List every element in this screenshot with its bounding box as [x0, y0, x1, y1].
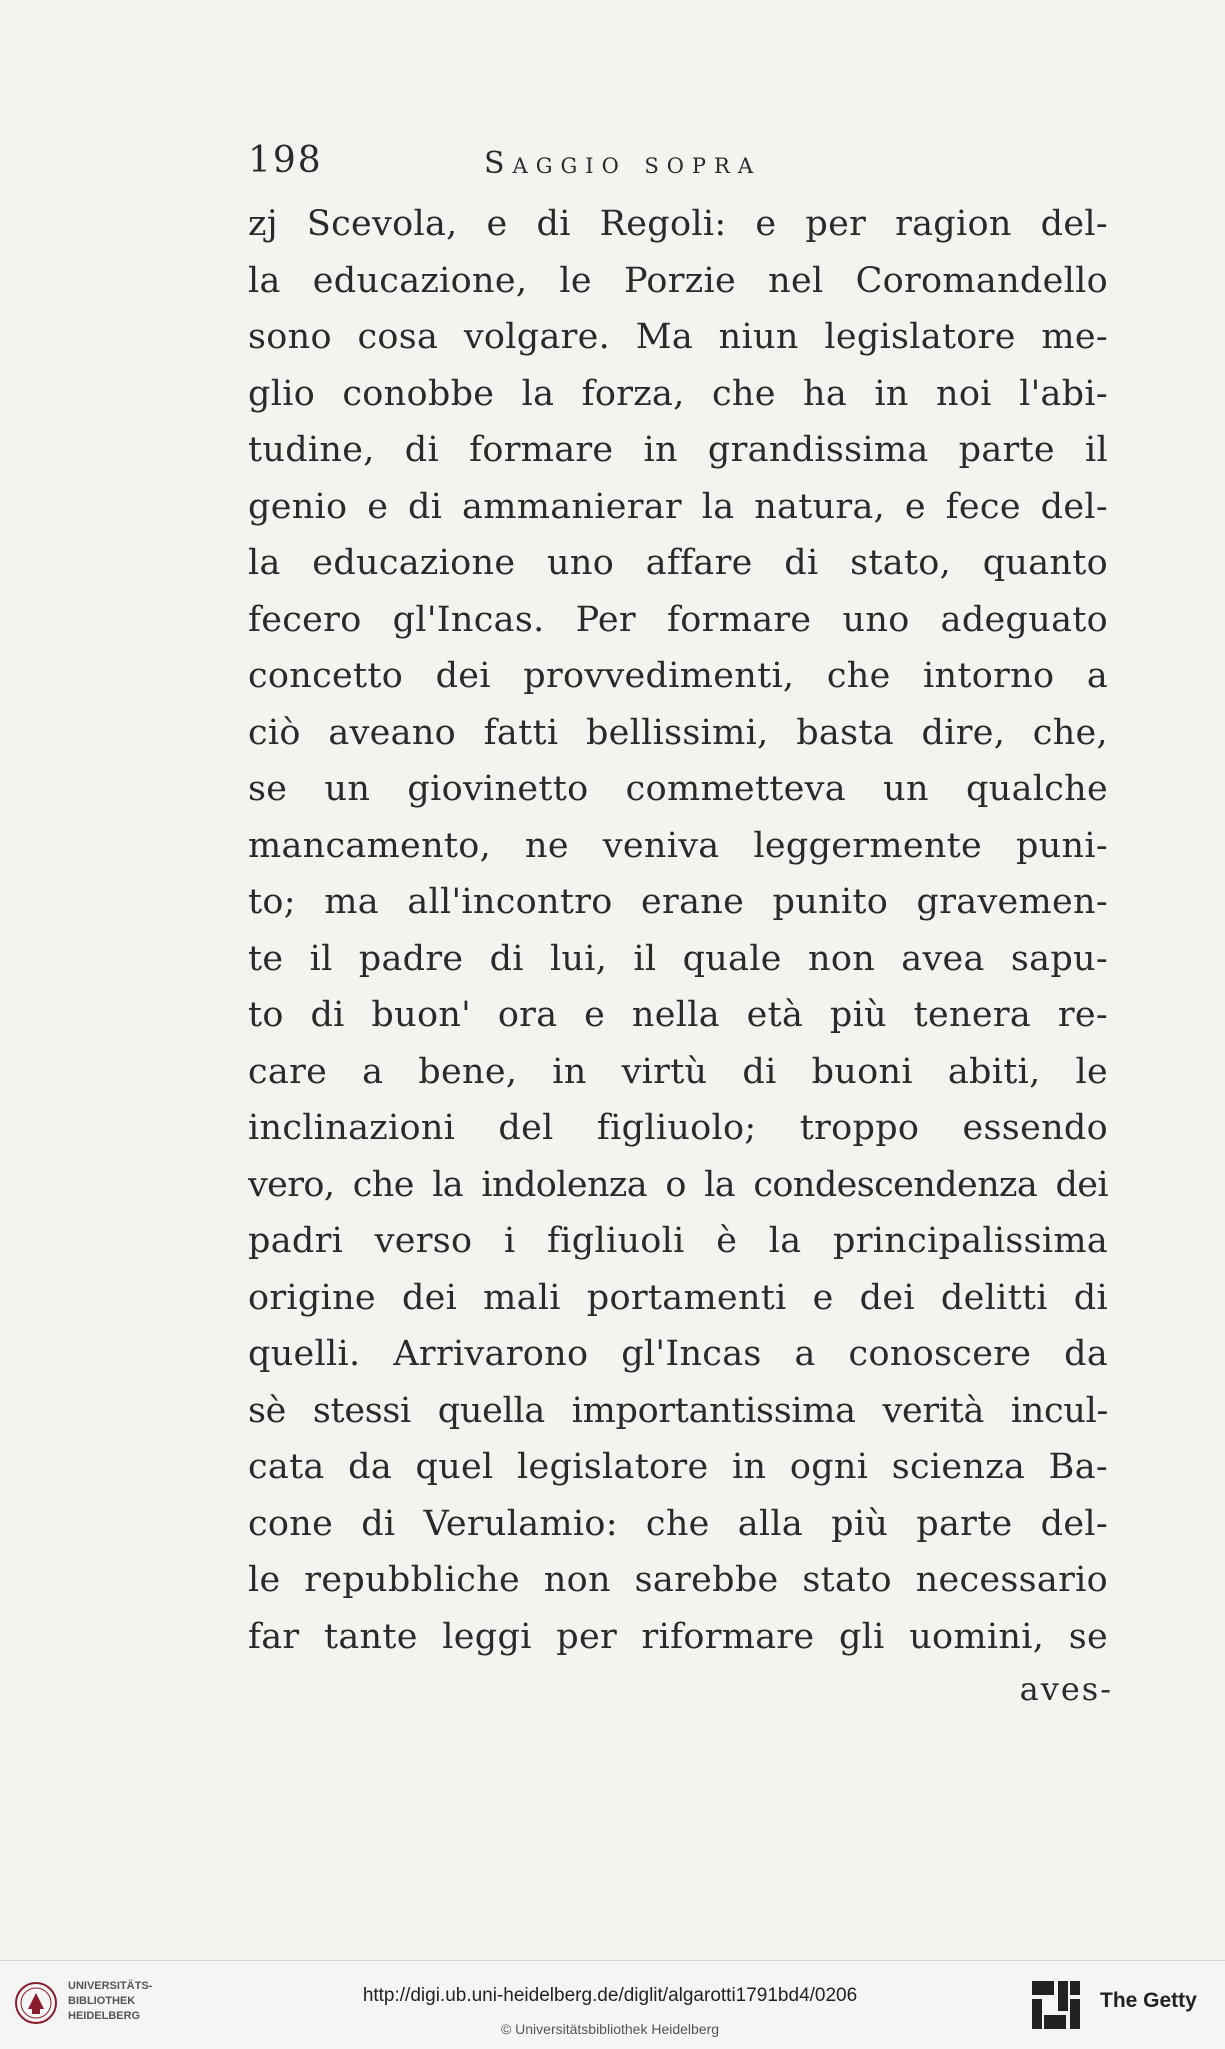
catchword: aves- [1019, 1670, 1113, 1708]
text-line: glio conobbe la forza, che ha in noi l'abi- [248, 373, 1108, 414]
text-line: la educazione, le Porzie nel Coromandello [248, 260, 1108, 301]
text-line: quelli. Arrivarono gl'Incas a conoscere da [248, 1334, 1108, 1374]
text-line: inclinazioni del figliuolo; troppo essendo [248, 1108, 1108, 1148]
getty-logo-icon [1030, 1979, 1082, 2031]
footer-bar [0, 1960, 1225, 2049]
running-head: Saggio sopra [484, 146, 762, 181]
text-line: te il padre di lui, il quale non avea sapu- [248, 938, 1108, 979]
text-line: origine dei mali portamenti e dei delitti di [248, 1277, 1108, 1318]
text-line: la educazione uno affare di stato, quanto [248, 543, 1108, 583]
text-line: cone di Verulamio: che alla più parte del- [248, 1503, 1108, 1544]
text-line: padri verso i figliuoli è la principalissima [248, 1221, 1108, 1261]
text-line: tudine, di formare in grandissima parte il [248, 430, 1108, 470]
text-line: ciò aveano fatti bellissimi, basta dire, che, [248, 712, 1108, 753]
university-seal-icon [14, 1981, 58, 2025]
text-line: vero, che la indolenza o la condescendenza dei [248, 1164, 1108, 1205]
permalink[interactable]: http://digi.ub.uni-heidelberg.de/diglit/algarotti1791bd4/0206 [362, 1985, 858, 2006]
text-line: to; ma all'incontro erane punito gravemen- [248, 882, 1108, 922]
text-line: sono cosa volgare. Ma niun legislatore me- [248, 317, 1108, 357]
text-line: concetto dei provvedimenti, che intorno a [248, 656, 1108, 696]
text-line: fecero gl'Incas. Per formare uno adeguato [248, 599, 1108, 640]
partner-name: The Getty [1100, 1989, 1197, 2012]
text-line: cata da quel legislatore in ogni scienza Ba- [248, 1447, 1108, 1487]
text-line: to di buon' ora e nella età più tenera re- [248, 995, 1108, 1035]
page-header [248, 140, 1128, 190]
text-line: care a bene, in virtù di buoni abiti, le [248, 1051, 1108, 1092]
text-line: genio e di ammanierar la natura, e fece del- [248, 486, 1108, 527]
institution-name: UNIVERSITÄTS- BIBLIOTHEK HEIDELBERG [68, 1980, 153, 2022]
text-line: mancamento, ne veniva leggermente puni- [248, 825, 1108, 866]
text-line: far tante leggi per riformare gli uomini, se [248, 1616, 1108, 1657]
page-number: 198 [248, 140, 323, 181]
text-line: sè stessi quella importantissima verità incul- [248, 1390, 1108, 1431]
text-line: zj Scevola, e di Regoli: e per ragion del- [248, 204, 1108, 244]
copyright-notice: © Universitätsbibliothek Heidelberg [500, 2021, 720, 2037]
text-line: le repubbliche non sarebbe stato necessario [248, 1560, 1108, 1600]
body-text [248, 196, 1108, 1665]
text-line: se un giovinetto commetteva un qualche [248, 769, 1108, 809]
